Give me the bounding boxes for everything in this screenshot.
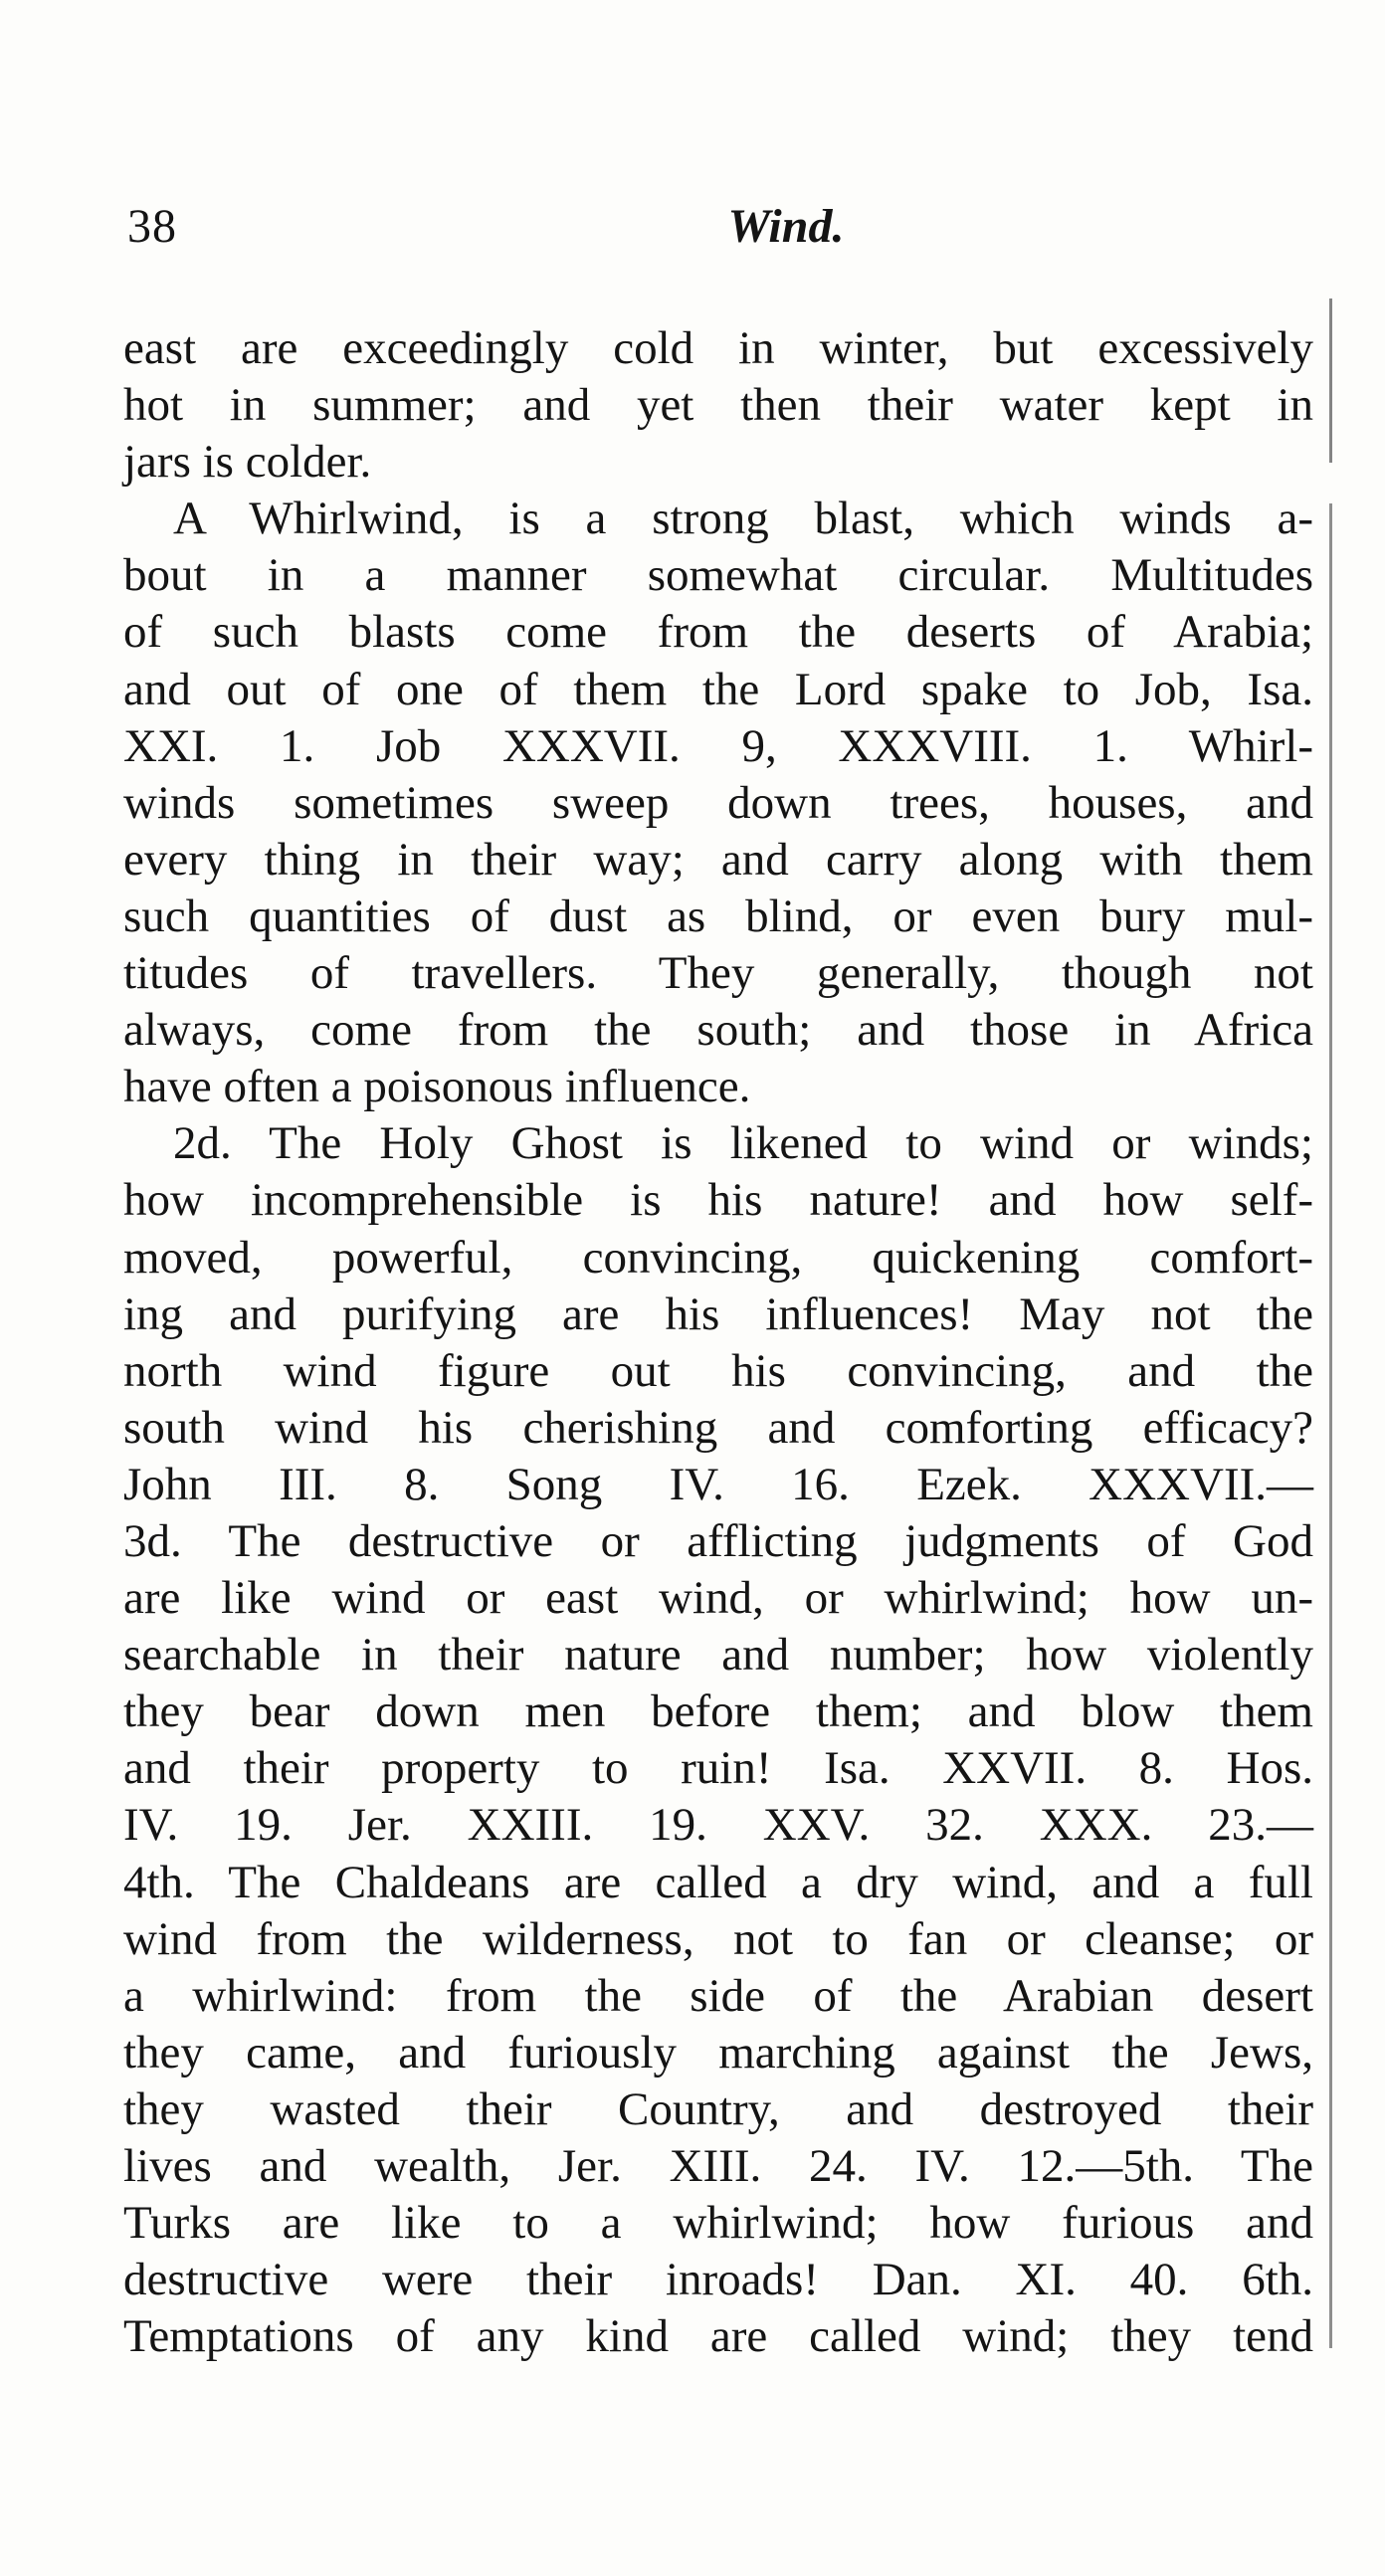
body-text (123, 320, 1313, 2365)
text-line: they wasted their Country, and destroyed their (123, 2082, 1313, 2135)
text-line: north wind figure out his convincing, and the (123, 1344, 1313, 1397)
text-line: 4th. The Chaldeans are called a dry wind, and a full (123, 1856, 1313, 1908)
page-edge-line (1329, 298, 1332, 2348)
text-line: they came, and furiously marching against the Jews, (123, 2026, 1313, 2079)
text-line: every thing in their way; and carry along with them (123, 833, 1313, 886)
text-line: how incomprehensible is his nature! and how self- (123, 1174, 1313, 1227)
text-line: and out of one of them the Lord spake to Job, Isa. (123, 663, 1313, 715)
page-number: 38 (127, 200, 177, 253)
text-line: always, come from the south; and those in Africa (123, 1004, 1313, 1057)
text-line: lives and wealth, Jer. XIII. 24. IV. 12.—5th. The (123, 2140, 1313, 2192)
text-line: and their property to ruin! Isa. XXVII. 8. Hos. (123, 1742, 1313, 1795)
text-line: hot in summer; and yet then their water kept in (123, 379, 1313, 432)
text-line: bout in a manner somewhat circular. Multitudes (123, 549, 1313, 602)
text-line: are like wind or east wind, or whirlwind; how un- (123, 1572, 1313, 1625)
text-line: moved, powerful, convincing, quickening comfort- (123, 1231, 1313, 1284)
text-line: they bear down men before them; and blow them (123, 1685, 1313, 1738)
text-line: winds sometimes sweep down trees, houses, and (123, 776, 1313, 829)
text-line: jars is colder. (123, 436, 372, 489)
text-line: 2d. The Holy Ghost is likened to wind or winds; (173, 1117, 1313, 1170)
text-line: titudes of travellers. They generally, though not (123, 947, 1313, 1000)
text-line: ing and purifying are his influences! May not the (123, 1288, 1313, 1340)
text-line: IV. 19. Jer. XXIII. 19. XXV. 32. XXX. 23.— (123, 1799, 1313, 1852)
text-line: have often a poisonous influence. (123, 1061, 751, 1113)
text-line: south wind his cherishing and comforting efficacy? (123, 1401, 1313, 1454)
text-line: John III. 8. Song IV. 16. Ezek. XXXVII.— (123, 1458, 1313, 1510)
text-line: Temptations of any kind are called wind; they tend (123, 2310, 1313, 2363)
text-line: searchable in their nature and number; how violently (123, 1629, 1313, 1682)
text-line: A Whirlwind, is a strong blast, which winds a- (173, 493, 1313, 545)
text-line: destructive were their inroads! Dan. XI. 40. 6th. (123, 2254, 1313, 2306)
text-line: a whirlwind: from the side of the Arabian desert (123, 1969, 1313, 2022)
text-line: east are exceedingly cold in winter, but excessively (123, 322, 1313, 374)
text-line: 3d. The destructive or afflicting judgments of God (123, 1514, 1313, 1567)
text-line: Turks are like to a whirlwind; how furious and (123, 2197, 1313, 2250)
running-title: Wind. (727, 200, 845, 253)
text-line: of such blasts come from the deserts of Arabia; (123, 606, 1313, 659)
text-line: such quantities of dust as blind, or even bury mul- (123, 890, 1313, 942)
page-header (119, 199, 1313, 269)
text-line: XXI. 1. Job XXXVII. 9, XXXVIII. 1. Whirl- (123, 719, 1313, 772)
text-line: wind from the wilderness, not to fan or cleanse; or (123, 1912, 1313, 1965)
